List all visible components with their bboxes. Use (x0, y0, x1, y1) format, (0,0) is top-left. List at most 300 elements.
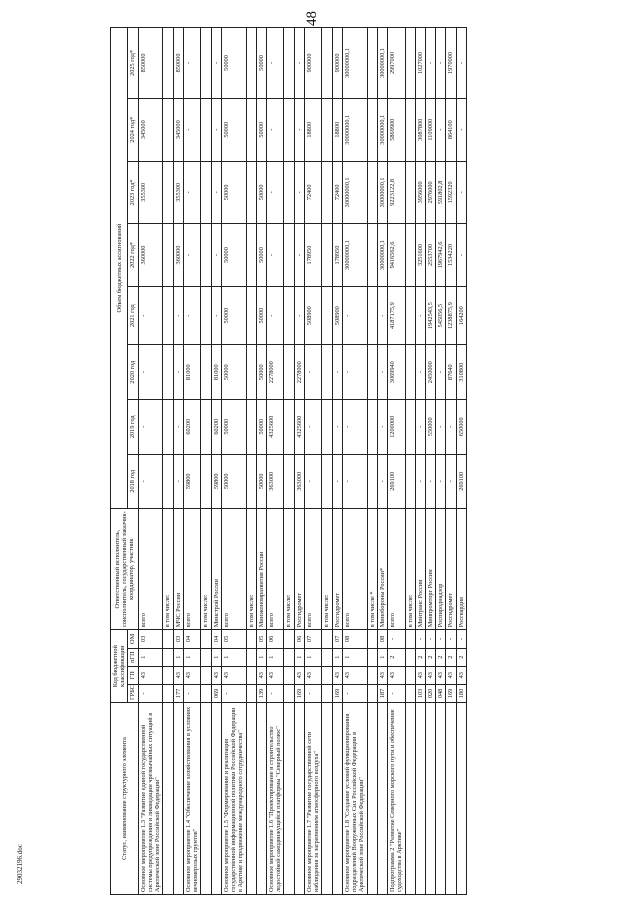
amount-cell: - (266, 28, 283, 99)
amount-cell: - (436, 345, 446, 400)
executor-cell: МЧС России (173, 509, 183, 630)
amount-cell (163, 345, 173, 400)
table-row (322, 28, 332, 895)
amount-cell (246, 399, 256, 454)
amount-cell: - (211, 161, 221, 224)
pgp-cell (246, 648, 256, 666)
amount-cell: 59800 (183, 454, 200, 509)
table-row (138, 28, 163, 895)
amount-cell: 81000 (183, 345, 200, 400)
amount-cell (405, 399, 415, 454)
pgp-cell: 2 (436, 648, 446, 666)
amount-cell: 50000 (256, 224, 266, 287)
amount-cell: - (183, 98, 200, 161)
table-row (183, 28, 200, 895)
gp-cell (201, 666, 211, 684)
amount-cell: 1970000 (446, 28, 456, 99)
amount-cell: 18800 (304, 98, 321, 161)
header-year: 2024 год* (128, 98, 138, 161)
status-cell (163, 703, 173, 895)
pgp-cell: 1 (377, 648, 387, 666)
header-year: 2022 год* (128, 224, 138, 287)
amount-cell: - (211, 28, 221, 99)
amount-cell: - (332, 345, 342, 400)
header-volume: Объем бюджетных ассигнований (111, 28, 128, 509)
grbs-cell: 139 (256, 684, 266, 702)
executor-cell: в том числе: (322, 509, 332, 630)
amount-cell (163, 399, 173, 454)
executor-cell: Минстрой России (211, 509, 221, 630)
amount-cell: 1967942,6 (436, 224, 446, 287)
om-cell (322, 630, 332, 648)
amount-cell: - (183, 286, 200, 345)
amount-cell: 850000 (138, 28, 163, 99)
amount-cell: 363000 (294, 454, 304, 509)
status-cell (201, 703, 211, 895)
amount-cell: 360000 (138, 224, 163, 287)
amount-cell: 30000000,1 (342, 98, 367, 161)
amount-cell: - (173, 345, 183, 400)
executor-cell: Роспироднадзор (436, 509, 446, 630)
grbs-cell: 169 (332, 684, 342, 702)
header-status: Статус, наименование структурного элемента (111, 703, 139, 895)
grbs-cell: - (388, 684, 405, 702)
amount-cell (367, 28, 377, 99)
om-cell: - (436, 630, 446, 648)
amount-cell: 2553700 (425, 224, 435, 287)
table-row (405, 28, 415, 895)
amount-cell: - (446, 399, 456, 454)
amount-cell: 59800 (211, 454, 221, 509)
pgp-cell: 1 (256, 648, 266, 666)
om-cell: 08 (342, 630, 367, 648)
table-row (266, 28, 283, 895)
executor-cell: в том числе: (201, 509, 211, 630)
om-cell (246, 630, 256, 648)
table-row (332, 28, 342, 895)
amount-cell: - (377, 399, 387, 454)
amount-cell (322, 399, 332, 454)
amount-cell: - (436, 399, 446, 454)
pgp-cell: 2 (456, 648, 466, 666)
gp-cell (284, 666, 294, 684)
amount-cell: 345000 (173, 98, 183, 161)
amount-cell: - (266, 224, 283, 287)
amount-cell: - (436, 98, 446, 161)
om-cell (163, 630, 173, 648)
pgp-cell: 1 (138, 648, 163, 666)
table-row (246, 28, 256, 895)
executor-cell: всего (221, 509, 246, 630)
header-gp: ГП (128, 666, 138, 684)
executor-cell: Росгидромет (294, 509, 304, 630)
executor-cell: в том числе: (405, 509, 415, 630)
document-reference: 29032196.doc (16, 844, 24, 884)
amount-cell: 864100 (446, 98, 456, 161)
amount-cell (405, 98, 415, 161)
amount-cell (284, 161, 294, 224)
grbs-cell: 187 (377, 684, 387, 702)
gp-cell: 43 (388, 666, 405, 684)
amount-cell: 550000 (425, 399, 435, 454)
executor-cell: всего (304, 509, 321, 630)
grbs-cell: - (183, 684, 200, 702)
amount-cell (322, 286, 332, 345)
amount-cell: - (211, 224, 221, 287)
amount-cell (367, 399, 377, 454)
grbs-cell (284, 684, 294, 702)
amount-cell: - (332, 454, 342, 509)
amount-cell (322, 161, 332, 224)
amount-cell: 30000000,1 (342, 224, 367, 287)
amount-cell (405, 28, 415, 99)
amount-cell: 363000 (266, 454, 283, 509)
amount-cell: 4325600 (294, 399, 304, 454)
amount-cell: - (342, 345, 367, 400)
grbs-cell: 069 (211, 684, 221, 702)
gp-cell (405, 666, 415, 684)
om-cell: - (425, 630, 435, 648)
gp-cell: 43 (342, 666, 367, 684)
amount-cell: 60200 (211, 399, 221, 454)
executor-cell: Минобороны России* (377, 509, 387, 630)
om-cell (405, 630, 415, 648)
om-cell: - (415, 630, 425, 648)
table-body (138, 28, 466, 895)
amount-cell (201, 161, 211, 224)
amount-cell: - (304, 345, 321, 400)
amount-cell: 50000 (256, 28, 266, 99)
amount-cell: - (304, 454, 321, 509)
amount-cell: 50000 (256, 98, 266, 161)
pgp-cell (405, 648, 415, 666)
amount-cell: - (294, 286, 304, 345)
table-row (201, 28, 211, 895)
amount-cell: 50000 (256, 399, 266, 454)
amount-cell: 1534220 (446, 224, 456, 287)
om-cell (367, 630, 377, 648)
amount-cell: - (446, 454, 456, 509)
amount-cell: 178950 (304, 224, 321, 287)
amount-cell: - (183, 28, 200, 99)
grbs-cell (322, 684, 332, 702)
amount-cell: - (456, 161, 466, 224)
table-row (284, 28, 294, 895)
amount-cell (322, 224, 332, 287)
amount-cell: - (266, 161, 283, 224)
om-cell: 05 (221, 630, 246, 648)
amount-cell (367, 286, 377, 345)
amount-cell: 178950 (332, 224, 342, 287)
amount-cell: - (436, 28, 446, 99)
amount-cell: 269100 (456, 454, 466, 509)
amount-cell: - (266, 98, 283, 161)
amount-cell: 5869900 (388, 98, 405, 161)
amount-cell (163, 161, 173, 224)
amount-cell: 4187175,9 (388, 286, 405, 345)
amount-cell (322, 98, 332, 161)
amount-cell: - (173, 286, 183, 345)
gp-cell: 43 (456, 666, 466, 684)
status-cell (436, 703, 446, 895)
executor-cell: всего (266, 509, 283, 630)
table-row (342, 28, 367, 895)
amount-cell: 30000000,1 (342, 28, 367, 99)
gp-cell (322, 666, 332, 684)
amount-cell: - (294, 98, 304, 161)
amount-cell: 50000 (256, 161, 266, 224)
grbs-cell: - (342, 684, 367, 702)
amount-cell: - (425, 454, 435, 509)
amount-cell: 508900 (304, 286, 321, 345)
status-cell: Основное мероприятие 1.7 "Развитие государственной сети наблюдения за загрязнением атмосферного воздуха" (304, 703, 321, 895)
amount-cell: 30000000,1 (377, 161, 387, 224)
amount-cell: 9223122,8 (388, 161, 405, 224)
header-year: 2025 год* (128, 28, 138, 99)
amount-cell (322, 345, 332, 400)
amount-cell: - (415, 286, 425, 345)
amount-cell (246, 454, 256, 509)
status-cell (425, 703, 435, 895)
amount-cell: - (138, 399, 163, 454)
status-cell (377, 703, 387, 895)
executor-cell: всего (388, 509, 405, 630)
amount-cell (163, 28, 173, 99)
amount-cell (322, 28, 332, 99)
pgp-cell: 2 (415, 648, 425, 666)
amount-cell: - (456, 98, 466, 161)
amount-cell (405, 286, 415, 345)
amount-cell (367, 345, 377, 400)
executor-cell: всего (183, 509, 200, 630)
grbs-cell: - (266, 684, 283, 702)
table-row (173, 28, 183, 895)
header-budget-code: Код бюджетной классификации (111, 630, 128, 703)
gp-cell: 43 (256, 666, 266, 684)
amount-cell: - (173, 454, 183, 509)
om-cell: 04 (183, 630, 200, 648)
amount-cell (246, 345, 256, 400)
pgp-cell: 2 (446, 648, 456, 666)
executor-cell: Минтранс России (415, 509, 425, 630)
pgp-cell (163, 648, 173, 666)
amount-cell: 50000 (256, 454, 266, 509)
amount-cell: 50000 (221, 345, 246, 400)
pgp-cell: 1 (304, 648, 321, 666)
amount-cell: 1027000 (415, 28, 425, 99)
header-executor: Ответственный исполнитель, соисполнитель, государственный заказчик-координатор, участник (111, 509, 139, 630)
table-row (294, 28, 304, 895)
amount-cell: 545056,5 (436, 286, 446, 345)
gp-cell (246, 666, 256, 684)
amount-cell (246, 286, 256, 345)
amount-cell: 900000 (304, 28, 321, 99)
status-cell: Основное мероприятие 1.6 "Проектирование и строительство ледостойкой самодвижущейся платформы "Северный полюс" (266, 703, 283, 895)
gp-cell: 43 (304, 666, 321, 684)
amount-cell (201, 28, 211, 99)
header-year: 2019 год (128, 399, 138, 454)
amount-cell (284, 98, 294, 161)
amount-cell: 50000 (256, 286, 266, 345)
amount-cell (201, 224, 211, 287)
status-cell (405, 703, 415, 895)
status-cell (367, 703, 377, 895)
status-cell (284, 703, 294, 895)
amount-cell (201, 454, 211, 509)
amount-cell: 164200 (456, 286, 466, 345)
amount-cell (367, 224, 377, 287)
amount-cell: 591802,8 (436, 161, 446, 224)
amount-cell (246, 28, 256, 99)
om-cell: 05 (256, 630, 266, 648)
amount-cell (201, 345, 211, 400)
amount-cell: 50000 (221, 224, 246, 287)
pgp-cell (367, 648, 377, 666)
pgp-cell: 1 (342, 648, 367, 666)
om-cell: 04 (211, 630, 221, 648)
table-row (256, 28, 266, 895)
amount-cell: 50000 (221, 98, 246, 161)
table-row (415, 28, 425, 895)
executor-cell: в том числе: (284, 509, 294, 630)
table-row (304, 28, 321, 895)
pgp-cell: 1 (266, 648, 283, 666)
table-row (446, 28, 456, 895)
amount-cell: 72400 (304, 161, 321, 224)
grbs-cell: 177 (173, 684, 183, 702)
grbs-cell: - (304, 684, 321, 702)
amount-cell: 355300 (173, 161, 183, 224)
status-cell: Основное мероприятие 1.8 "Создание условий функционирования подразделений Вооруженных Сил Российской Федерации в Арктической зоне Российской Федерации" (342, 703, 367, 895)
table-row (388, 28, 405, 895)
om-cell: - (456, 630, 466, 648)
executor-cell: Минэкономразвития России (256, 509, 266, 630)
status-cell (322, 703, 332, 895)
grbs-cell: 103 (415, 684, 425, 702)
amount-cell (163, 98, 173, 161)
header-pgp: пГП (128, 648, 138, 666)
amount-cell: 2278000 (294, 345, 304, 400)
header-year: 2023 год* (128, 161, 138, 224)
amount-cell: - (342, 286, 367, 345)
amount-cell: - (183, 224, 200, 287)
om-cell: 07 (304, 630, 321, 648)
executor-cell: Росгидромет (446, 509, 456, 630)
amount-cell: 50000 (221, 161, 246, 224)
amount-cell (284, 399, 294, 454)
gp-cell: 43 (425, 666, 435, 684)
gp-cell: 43 (415, 666, 425, 684)
amount-cell: 9416562,6 (388, 224, 405, 287)
amount-cell (284, 454, 294, 509)
grbs-cell (246, 684, 256, 702)
amount-cell: 310800 (456, 345, 466, 400)
page-number: 48 (304, 11, 320, 26)
amount-cell: - (332, 399, 342, 454)
gp-cell (367, 666, 377, 684)
amount-cell: 2976000 (425, 161, 435, 224)
amount-cell (246, 98, 256, 161)
amount-cell: 3251600 (415, 224, 425, 287)
amount-cell (367, 454, 377, 509)
amount-cell: - (138, 286, 163, 345)
pgp-cell: 1 (173, 648, 183, 666)
grbs-cell (163, 684, 173, 702)
grbs-cell: 169 (446, 684, 456, 702)
executor-cell: в том числе * (367, 509, 377, 630)
amount-cell: - (266, 286, 283, 345)
om-cell: 03 (138, 630, 163, 648)
table-row (456, 28, 466, 895)
amount-cell: 4325600 (266, 399, 283, 454)
status-cell (211, 703, 221, 895)
amount-cell: - (425, 28, 435, 99)
amount-cell (405, 224, 415, 287)
grbs-cell: 169 (294, 684, 304, 702)
amount-cell: - (456, 28, 466, 99)
grbs-cell: - (138, 684, 163, 702)
pgp-cell: 1 (183, 648, 200, 666)
status-cell (246, 703, 256, 895)
amount-cell: 1200000 (388, 399, 405, 454)
grbs-cell (405, 684, 415, 702)
amount-cell: 50000 (221, 454, 246, 509)
amount-cell: 1238875,9 (446, 286, 456, 345)
amount-cell: - (294, 224, 304, 287)
executor-cell: всего (138, 509, 163, 630)
amount-cell: - (211, 98, 221, 161)
header-year: 2020 год (128, 345, 138, 400)
status-cell: Основное мероприятие 1.3 "Развитие единой государственной системы предупреждения и ликвидации чрезвычайных ситуаций в Арктической зоне Российской Федерации" (138, 703, 163, 895)
amount-cell: 30000000,1 (377, 224, 387, 287)
amount-cell: 900000 (332, 28, 342, 99)
amount-cell (201, 286, 211, 345)
pgp-cell: 1 (332, 648, 342, 666)
executor-cell: Росгвардия (456, 509, 466, 630)
executor-cell: всего (342, 509, 367, 630)
status-cell (456, 703, 466, 895)
om-cell: - (388, 630, 405, 648)
amount-cell: - (436, 454, 446, 509)
amount-cell (322, 454, 332, 509)
pgp-cell: 1 (221, 648, 246, 666)
gp-cell: 43 (266, 666, 283, 684)
executor-cell: в том числе: (246, 509, 256, 630)
pgp-cell: 1 (294, 648, 304, 666)
table-row (221, 28, 246, 895)
amount-cell (367, 161, 377, 224)
amount-cell: - (456, 224, 466, 287)
gp-cell: 43 (211, 666, 221, 684)
amount-cell (246, 224, 256, 287)
table-row (367, 28, 377, 895)
grbs-cell (201, 684, 211, 702)
amount-cell (201, 98, 211, 161)
table-row (163, 28, 173, 895)
table-row (425, 28, 435, 895)
amount-cell: 50000 (256, 345, 266, 400)
table-row (436, 28, 446, 895)
gp-cell: 43 (436, 666, 446, 684)
amount-cell (405, 345, 415, 400)
grbs-cell: 020 (425, 684, 435, 702)
amount-cell: 3069940 (388, 345, 405, 400)
executor-cell: Минпромторг России (425, 509, 435, 630)
status-cell: Основное мероприятие 1.5 "Формирование и реализация государственной информационной политики Российской Федерации в Арктике и продвижение международного сотрудничества" (221, 703, 246, 895)
gp-cell: 43 (138, 666, 163, 684)
amount-cell: 72400 (332, 161, 342, 224)
amount-cell: 2450000 (425, 345, 435, 400)
